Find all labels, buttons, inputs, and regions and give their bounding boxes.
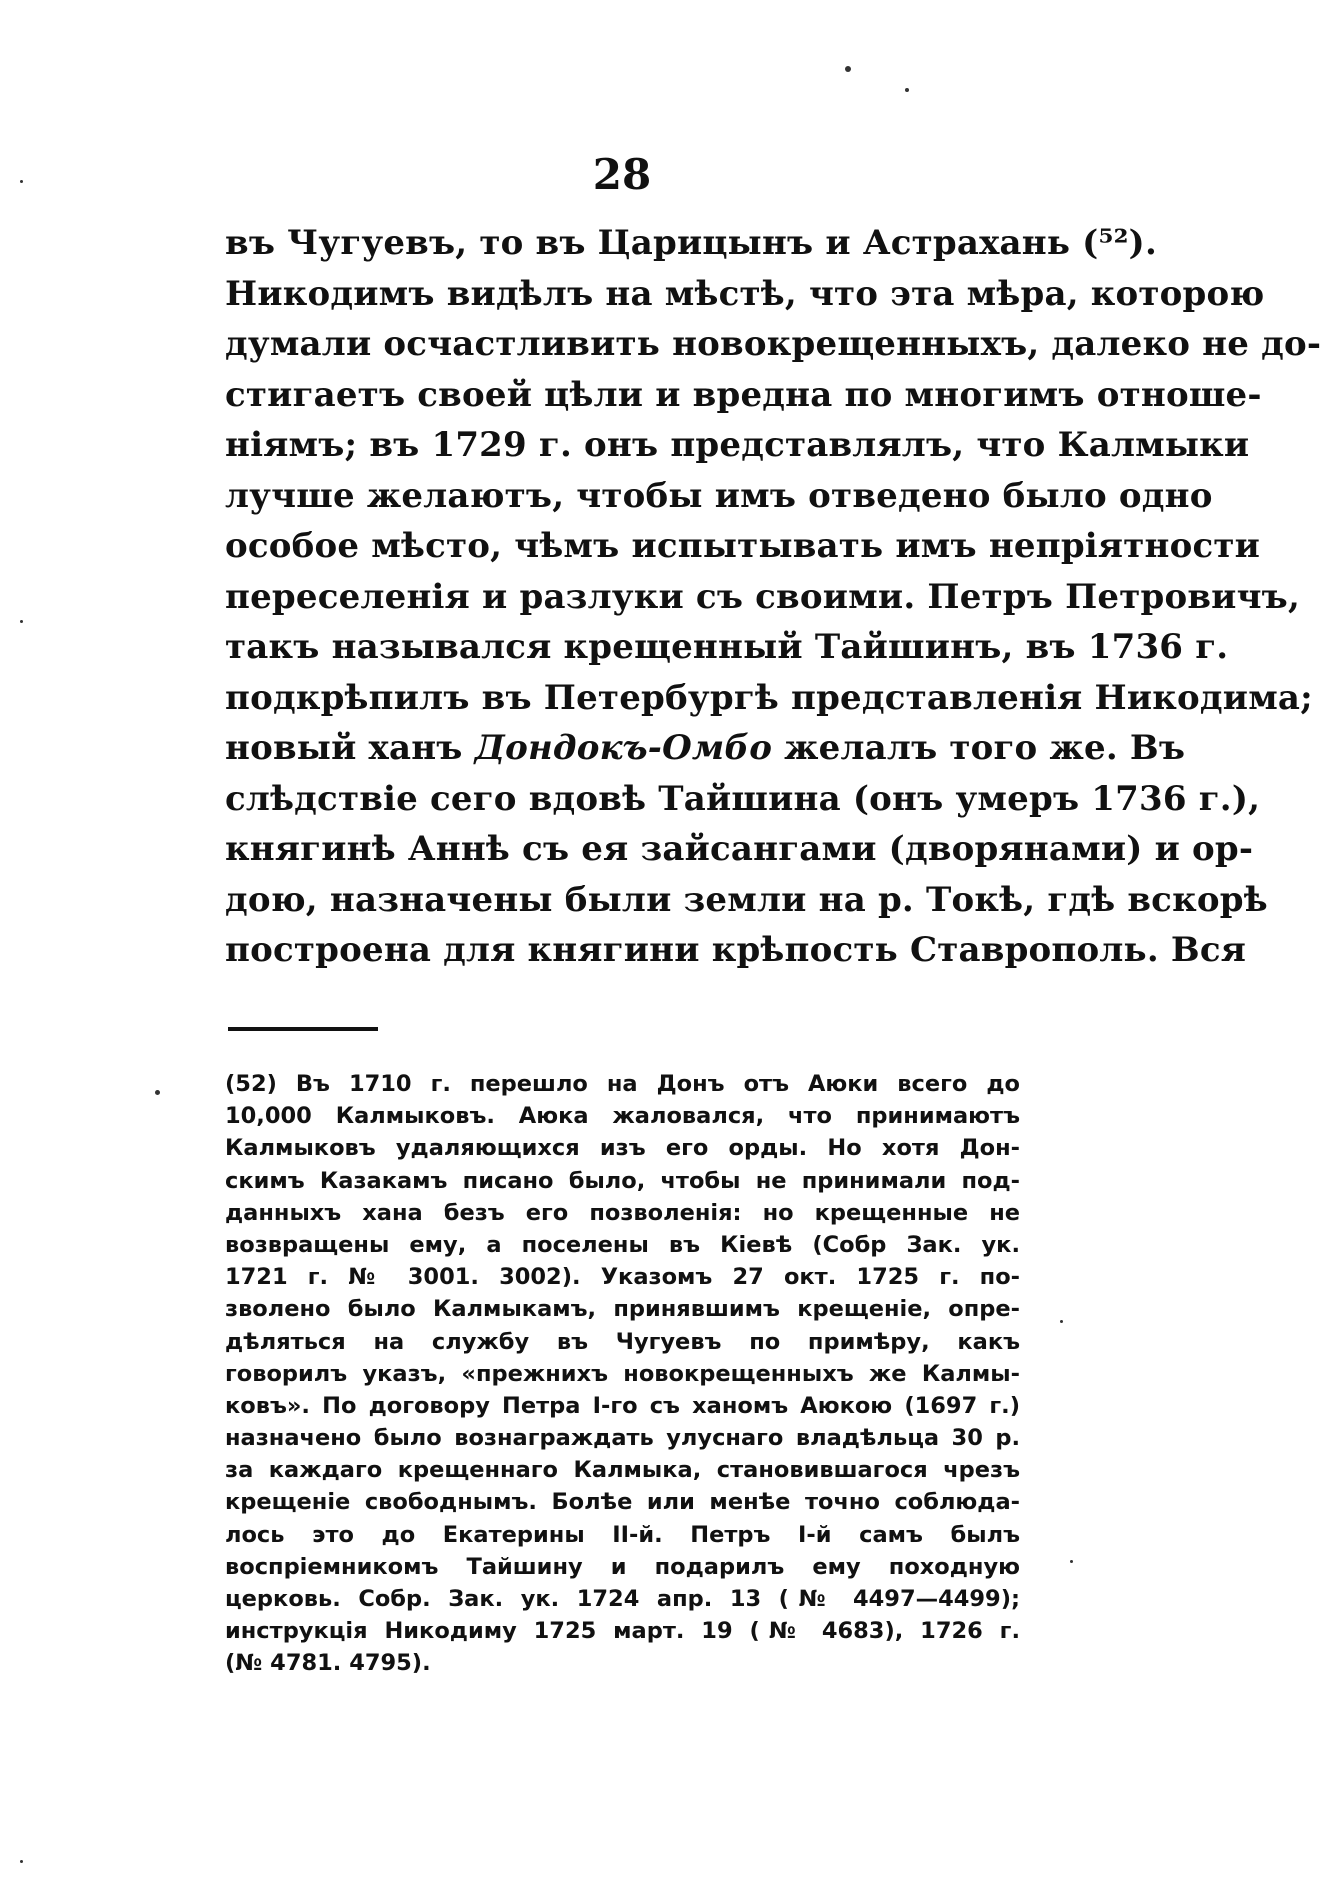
- main-body-text: [225, 218, 1321, 976]
- body-line-13: княгинѣ Аннѣ съ ея зайсангами (дворянами) и ор-: [225, 829, 1254, 869]
- footnote-52: [225, 1068, 1020, 1680]
- body-line-15: построена для княгини крѣпость Ставрополь. Вся: [225, 930, 1247, 970]
- body-line-12: слѣдствіе сего вдовѣ Тайшина (онъ умеръ 1736 г.),: [225, 778, 1261, 819]
- scan-speck: [20, 620, 23, 623]
- scan-speck: [20, 180, 23, 183]
- body-line-2: Никодимъ видѣлъ на мѣстѣ, что эта мѣра, которою: [225, 273, 1265, 314]
- footnote-line-2: 10,000 Калмыковъ. Аюка жаловался, что принимаютъ: [225, 1103, 1020, 1130]
- footnote-line-4: скимъ Казакамъ писано было, чтобы не принимали под-: [225, 1167, 1020, 1194]
- body-line-5: ніямъ; въ 1729 г. онъ представлялъ, что Калмыки: [225, 425, 1250, 465]
- footnote-line-12: назначено было вознаграждать улуснаго владѣльца 30 р.: [225, 1425, 1020, 1452]
- scan-speck: [905, 88, 909, 92]
- body-line-3: думали осчастливить новокрещенныхъ, далеко не до-: [225, 324, 1321, 364]
- footnote-line-1: (52) Въ 1710 г. перешло на Донъ отъ Аюки всего до: [225, 1071, 1020, 1097]
- footnote-line-17: церковь. Собр. Зак. ук. 1724 апр. 13 (№ 4497—4499);: [225, 1586, 1020, 1612]
- scan-speck: [155, 1090, 160, 1095]
- scan-speck: [20, 1860, 23, 1863]
- footnote-line-11: ковъ». По договору Петра I-го съ ханомъ Аюкою (1697 г.): [225, 1392, 1020, 1419]
- footnote-line-18: инструкція Никодиму 1725 март. 19 (№ 4683), 1726 г.: [225, 1618, 1020, 1645]
- body-line-11-start: новый ханъ: [225, 728, 463, 768]
- footnote-line-19: (№ 4781. 4795).: [225, 1650, 431, 1677]
- footnote-line-9: дѣляться на службу въ Чугуевъ по примѣру, какъ: [225, 1328, 1020, 1355]
- body-line-10: подкрѣпилъ въ Петербургѣ представленія Никодима;: [225, 677, 1313, 718]
- body-line-8: переселенія и разлуки съ своими. Петръ Петровичъ,: [225, 576, 1300, 617]
- footnote-line-14: крещеніе свободнымъ. Болѣе или менѣе точно соблюда-: [225, 1489, 1020, 1516]
- footnote-line-16: воспріемникомъ Тайшину и подарилъ ему походную: [225, 1553, 1020, 1580]
- page-number: 28: [592, 150, 652, 199]
- footnote-separator-rule: [228, 1027, 378, 1031]
- khan-name-italic: Дондокъ-Омбо: [474, 728, 773, 768]
- footnote-line-13: за каждаго крещеннаго Калмыка, становившагося чрезъ: [225, 1457, 1020, 1484]
- footnote-line-8: зволено было Калмыкамъ, принявшимъ крещеніе, опре-: [225, 1296, 1020, 1323]
- scan-speck: [1060, 1320, 1063, 1323]
- body-line-7: особое мѣсто, чѣмъ испытывать имъ непріятности: [225, 526, 1261, 566]
- footnote-line-7: 1721 г. № 3001. 3002). Указомъ 27 окт. 1725 г. по-: [225, 1264, 1020, 1291]
- scan-speck: [845, 66, 851, 72]
- body-line-1: въ Чугуевъ, то въ Царицынъ и Астрахань (⁵²).: [225, 223, 1157, 263]
- footnote-line-15: лось это до Екатерины II-й. Петръ I-й самъ былъ: [225, 1521, 1020, 1548]
- body-line-6: лучше желаютъ, чтобы имъ отведено было одно: [225, 475, 1213, 516]
- body-line-11: [225, 723, 1186, 774]
- body-line-14: дою, назначены были земли на р. Токѣ, гдѣ вскорѣ: [225, 879, 1268, 920]
- footnote-line-5: данныхъ хана безъ его позволенія: но крещенные не: [225, 1199, 1020, 1226]
- body-line-9: такъ назывался крещенный Тайшинъ, въ 1736 г.: [225, 627, 1229, 667]
- scan-speck: [1070, 1560, 1073, 1563]
- body-line-11-end: желалъ того же. Въ: [784, 728, 1186, 768]
- footnote-line-6: возвращены ему, а поселены въ Кіевѣ (Собр Зак. ук.: [225, 1231, 1020, 1258]
- body-line-4: стигаетъ своей цѣли и вредна по многимъ отноше-: [225, 374, 1262, 415]
- footnote-line-3: Калмыковъ удаляющихся изъ его орды. Но хотя Дон-: [225, 1135, 1020, 1162]
- footnote-line-10: говорилъ указъ, «прежнихъ новокрещенныхъ же Калмы-: [225, 1360, 1020, 1387]
